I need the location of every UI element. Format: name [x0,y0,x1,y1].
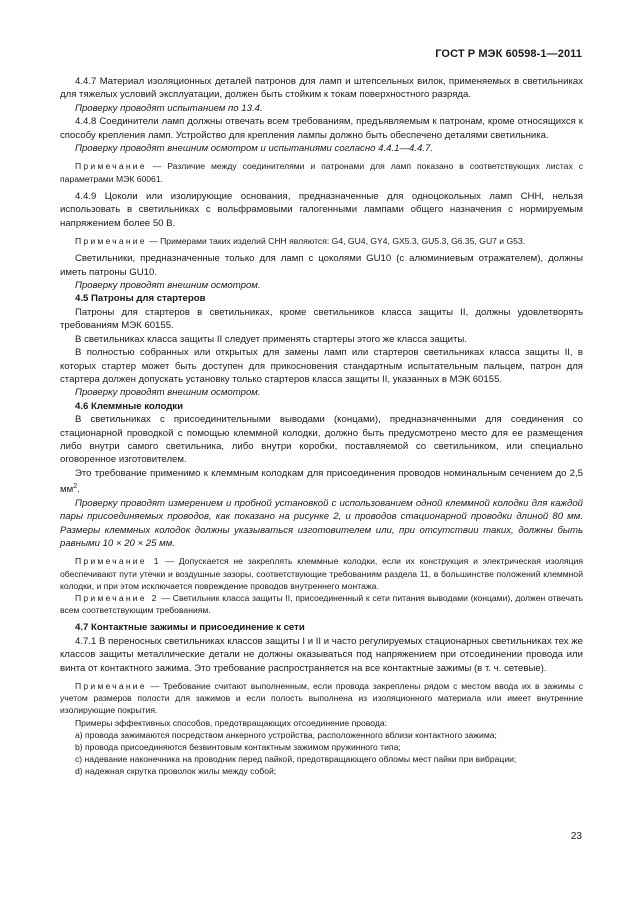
paragraph-4-5-3: В полностью собранных или открытых для замены ламп или стартеров светильниках класса защиты II, в которых стартер может быть доступен для прикосновения стандартным испытательным пальцем, патрон для стартера должен допускать установку только стартеров класса защиты II, указанных в МЭК 60155. [60,347,583,385]
clause-4-4-8: 4.4.8 Соединители ламп должны отвечать всем требованиям, предъявляемым к патронам, кроме относящихся к способу крепления ламп. Устройство для крепления лампы должно быть обеспечено деталями светильника. [60,116,583,141]
check-4-5: Проверку проводят внешним осмотром. [75,387,261,399]
paragraph-4-6-2 [60,467,583,497]
paragraph-4-5-2: В светильниках класса защиты II следует применять стартеры этого же класса защиты. [75,333,467,345]
clause-4-4-7: 4.4.7 Материал изоляционных деталей патронов для ламп и штепсельных вилок, применяемых в светильниках для тяжелых условий эксплуатации, должен быть стойким к токам поверхностного разряда. [60,76,583,101]
note-label: Примечание 2 [75,593,159,603]
note-label: Примечание 1 [75,556,161,567]
paragraph-gu10: Светильники, предназначенные только для ламп с цоколями GU10 (с алюминиевым отражателем), должны иметь патроны GU10. [60,253,583,278]
heading-4-5: 4.5 Патроны для стартеров [75,293,206,305]
note-4-7-1 [60,680,583,717]
heading-4-6: 4.6 Клеммные колодки [75,400,184,412]
page-number: 23 [570,831,582,842]
paragraph-4-6-1: В светильниках с присоединительными выводами (концами), предназначенными для соединения со стационарной проводкой с помощью клеммной колодки, должно быть предусмотрено место для ее размещения либо внутри самого светильника, либо внутри коробки, поставляемой со светильником, или специально оговоренное изготовителем. [60,414,583,466]
note-4-6-2 [60,592,583,616]
superscript: 2 [73,483,78,491]
check-gu10: Проверку проводят внешним осмотром. [75,280,261,292]
note-text: — Различие между соединителями и патронами для ламп показано в соответствующих листах с параметрами МЭК 60061. [60,161,583,184]
note-4-4-8 [60,160,583,184]
paragraph-end: . [77,484,80,496]
check-4-6: Проверку проводят измерением и пробной установкой с использованием одной клеммной колодки для каждой пары присоединяемых проводов, как показано на рисунке 2, и проводов стационарной проводки длиной 80 мм. Размеры клеммных колодок должны указываться изготовителем или, при отсутствии таких, должны быть равными 10 × 20 × 25 мм. [60,497,583,549]
standard-header: ГОСТ Р МЭК 60598-1—2011 [435,48,582,60]
note-text: — Требование считают выполненным, если провода закреплены рядом с местом ввода их в зажимы с учетом размеров полости для зажимов и если полость выполнена из изоляционного материала или имеет внутренние изолирующие покрытия. [60,681,583,716]
list-item-d: d) надежная скрутка проволок жилы между собой; [75,766,277,777]
note-text: — Светильник класса защиты II, присоединенный к сети питания выводами (концами), должен отвечать всем соответствующим требованиям. [60,593,583,616]
note-text: — Допускается не закреплять клеммные колодки, если их конструкция и электрическая изоляция обеспечивают пути утечки и воздушные зазоры, соответствующие требованиям раздела 11, в большинстве положений клеммной колодки, и при этом исключается повреждение проводов внутреннего монтажа. [60,556,583,591]
note-4-6-1 [60,555,583,592]
document-body [60,75,583,778]
clause-4-4-9: 4.4.9 Цоколи или изолирующие основания, предназначенные для одноцокольных ламп СНН, нельзя использовать в светильниках с вольфрамовыми галогенными лампами общего назначения с нормируемым напряжением более 50 В. [60,190,583,229]
clause-4-7-1: 4.7.1 В переносных светильниках классов защиты I и II и часто регулируемых стационарных светильниках тех же классов защиты металлические детали не должны оказываться под напряжением при отсоединении провода или винта от контактного зажима. Это требование распространяется на все контактные зажимы (в т. ч. сетевые). [60,635,583,674]
note-text: — Примерами таких изделий СНН являются: G4, GU4, GY4, GX5.3, GU5.3, G6.35, GU7 и G53. [146,236,526,247]
list-item-c: c) надевание наконечника на проводник перед пайкой, предотвращающего обломы мест пайки при вибрации; [75,754,517,765]
list-item-a: a) провода зажимаются посредством анкерного устройства, расположенного вблизи контактного зажима; [75,729,497,740]
paragraph-4-5-1: Патроны для стартеров в светильниках, кроме светильников класса защиты II, должны удовлетворять требованиям МЭК 60155. [60,306,583,332]
note-examples: Примеры эффективных способов, предотвращающих отсоединение провода: [75,717,388,728]
check-4-4-7: Проверку проводят испытанием по 13.4. [75,102,263,114]
note-4-4-9 [60,235,583,247]
paragraph-text: Это требование применимо к клеммным колодкам для присоединения проводов номинальным сечением до 2,5 мм [60,467,583,496]
note-label: Примечание [75,236,147,247]
note-label: Примечание [75,681,147,692]
check-4-4-8: Проверку проводят внешним осмотром и испытаниями согласно 4.4.1—4.4.7. [75,143,434,155]
heading-4-7: 4.7 Контактные зажимы и присоединение к сети [75,622,305,634]
note-label: Примечание [75,161,147,172]
list-item-b: b) провода присоединяются безвинтовым контактным зажимом пружинного типа; [75,742,401,753]
